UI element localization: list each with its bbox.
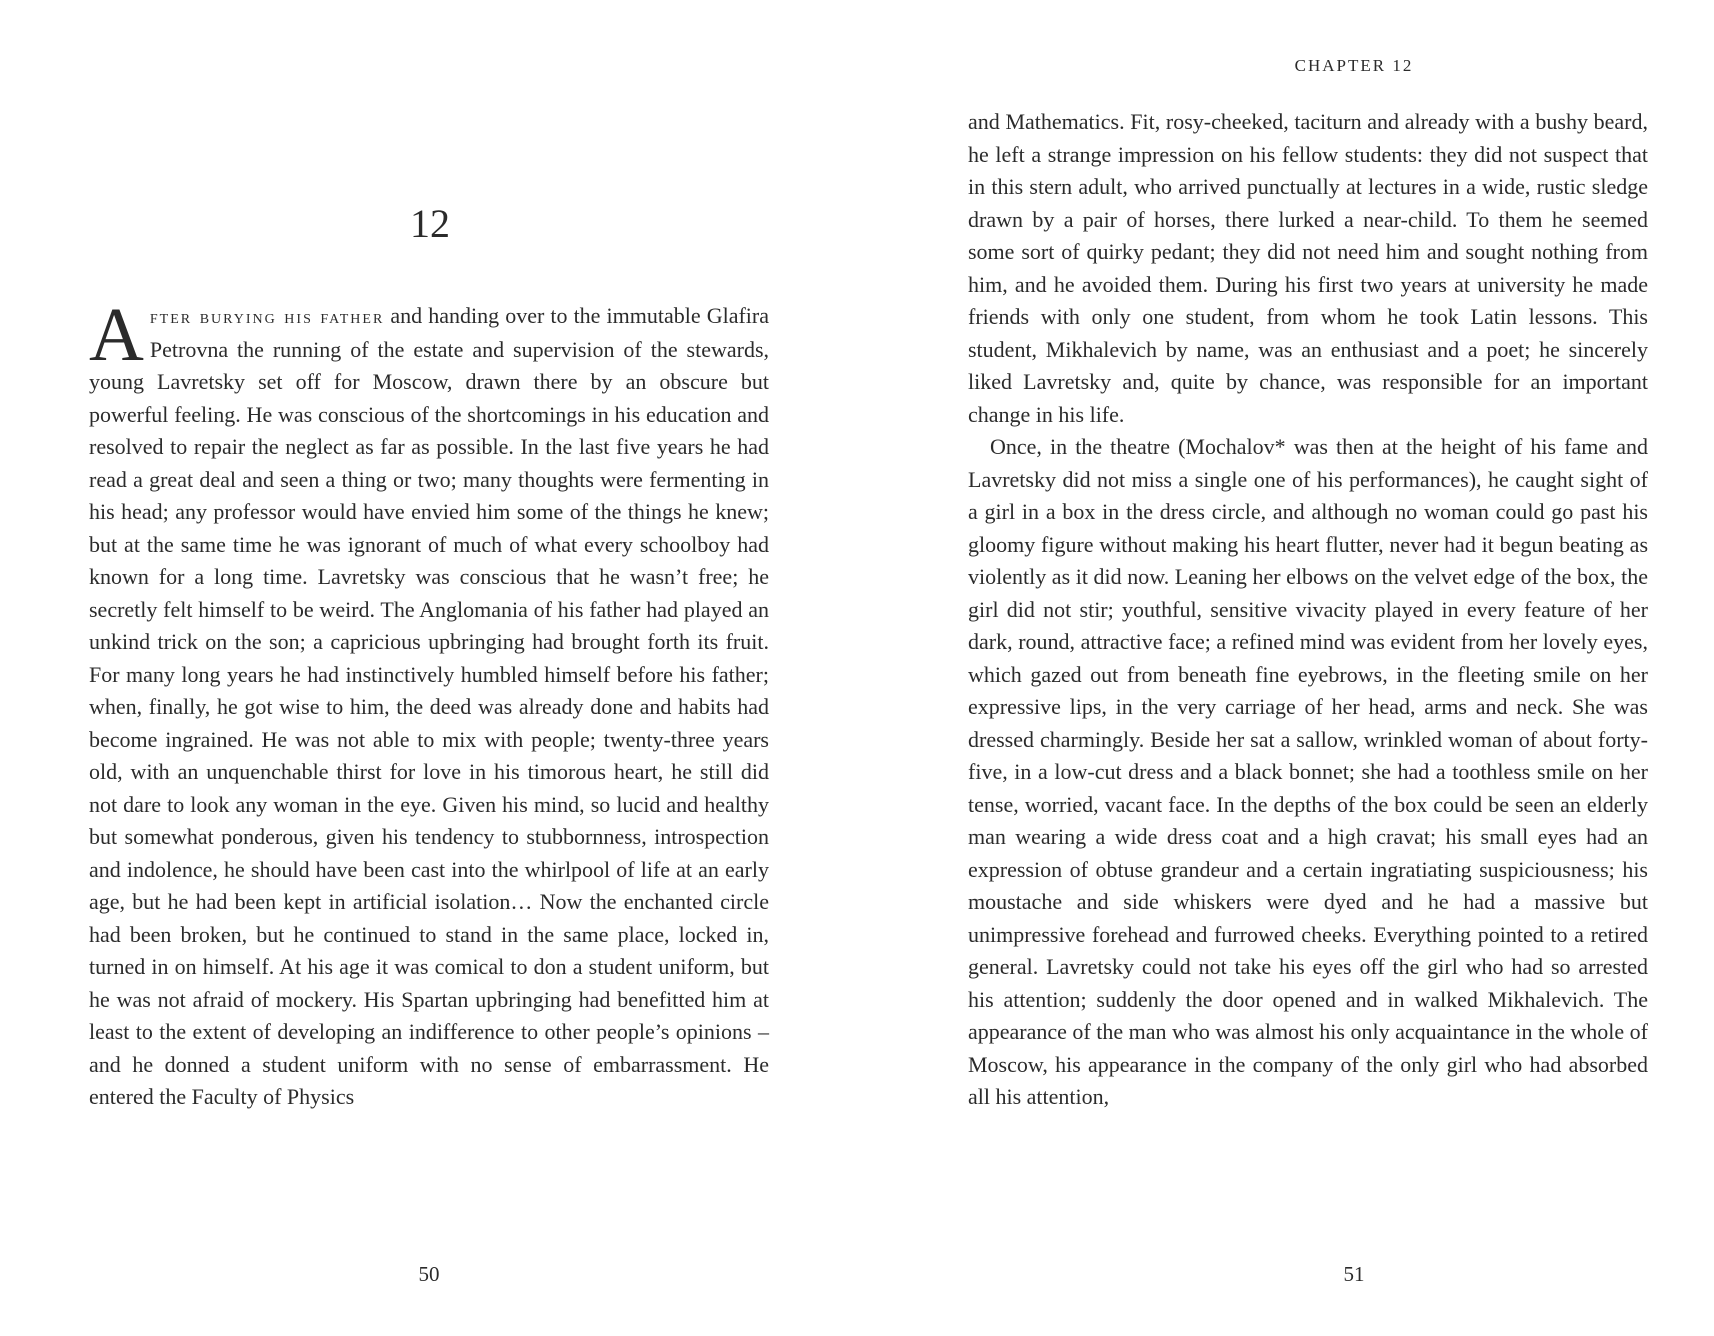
drop-cap: A bbox=[89, 293, 144, 377]
opening-paragraph-text: and handing over to the immutable Glafira Petrovna the running of the estate and supervision of the stewards, young Lavretsky set off for Moscow, drawn there by an obscure but powerful feeling. He was conscious of the shortcomings in his education and resolved to repair the neglect as far as possible. In the last five years he had read a great deal and seen a thing or two; many thoughts were fermenting in his head; any professor would have envied him some of the things he knew; but at the same time he was ignorant of much of what every schoolboy had known for a long time. Lavretsky was conscious that he wasn’t free; he secretly felt himself to be weird. The Anglomania of his father had played an unkind trick on the son; a capricious upbringing had brought forth its fruit. For many long years he had instinctively humbled himself before his father; when, finally, he got wise to him, the deed was already done and habits had become ingrained. He was not able to mix with people; twenty-three years old, with an unquenchable thirst for love in his timorous heart, he still did not dare to look any woman in the eye. Given his mind, so lucid and healthy but somewhat ponderous, given his tendency to stubbornness, introspection and indolence, he should have been cast into the whirlpool of life at an early age, but he had been kept in artificial isolation… Now the enchanted circle had been broken, but he continued to stand in the same place, locked in, turned in on himself. At his age it was comical to don a student uniform, but he was not afraid of mockery. His Spartan upbringing had benefitted him at least to the extent of developing an indifference to other people’s opinions – and he donned a student uniform with no sense of embarrassment. He entered the Faculty of Physics bbox=[89, 303, 769, 1109]
left-page-body bbox=[89, 293, 769, 1114]
continued-paragraph: and Mathematics. Fit, rosy-cheeked, taciturn and already with a bushy beard, he left a strange impression on his fellow students: they did not suspect that in this stern adult, who arrived punctually at lectures in a wide, rustic sledge drawn by a pair of horses, there lurked a near-child. To them he seemed some sort of quirky pedant; they did not need him and sought nothing from him, and he avoided them. During his first two years at university he made friends with only one student, from whom he took Latin lessons. This student, Mikhalevich by name, was an enthusiast and a poet; he sincerely liked Lavretsky and, quite by chance, was responsible for an important change in his life. bbox=[968, 109, 1648, 427]
running-head: CHAPTER 12 bbox=[1294, 56, 1414, 75]
opening-paragraph bbox=[89, 293, 769, 1114]
page-number-left: 50 bbox=[418, 1262, 440, 1286]
chapter-number: 12 bbox=[410, 201, 450, 246]
right-page-body bbox=[968, 106, 1648, 1114]
theatre-paragraph: Once, in the theatre (Mochalov* was then at the height of his fame and Lavretsky did not miss a single one of his performances), he caught sight of a girl in a box in the dress circle, and although no woman could go past his gloomy figure without making his heart flutter, never had it begun beating as violently as it did now. Leaning her elbows on the velvet edge of the box, the girl did not stir; youthful, sensitive vivacity played in every feature of her dark, round, attractive face; a refined mind was evident from her lovely eyes, which gazed out from beneath fine eyebrows, in the fleeting smile on her expressive lips, in the very carriage of her head, arms and neck. She was dressed charmingly. Beside her sat a sallow, wrinkled woman of about forty-five, in a low-cut dress and a black bonnet; she had a toothless smile on her tense, worried, vacant face. In the depths of the box could be seen an elderly man wearing a wide dress coat and a high cravat; his small eyes had an expression of obtuse grandeur and a certain ingratiating suspiciousness; his moustache and side whiskers were dyed and he had a massive but unimpressive forehead and furrowed cheeks. Everything pointed to a retired general. Lavretsky could not take his eyes off the girl who had so arrested his attention; suddenly the door opened and in walked Mikhalevich. The appearance of the man who was almost his only acquaintance in the whole of Moscow, his appearance in the company of the only girl who had absorbed all his attention, bbox=[968, 434, 1648, 1109]
page-number-right: 51 bbox=[1343, 1262, 1365, 1286]
right-page bbox=[857, 0, 1714, 1336]
opening-small-caps: fter burying his father bbox=[149, 306, 385, 328]
